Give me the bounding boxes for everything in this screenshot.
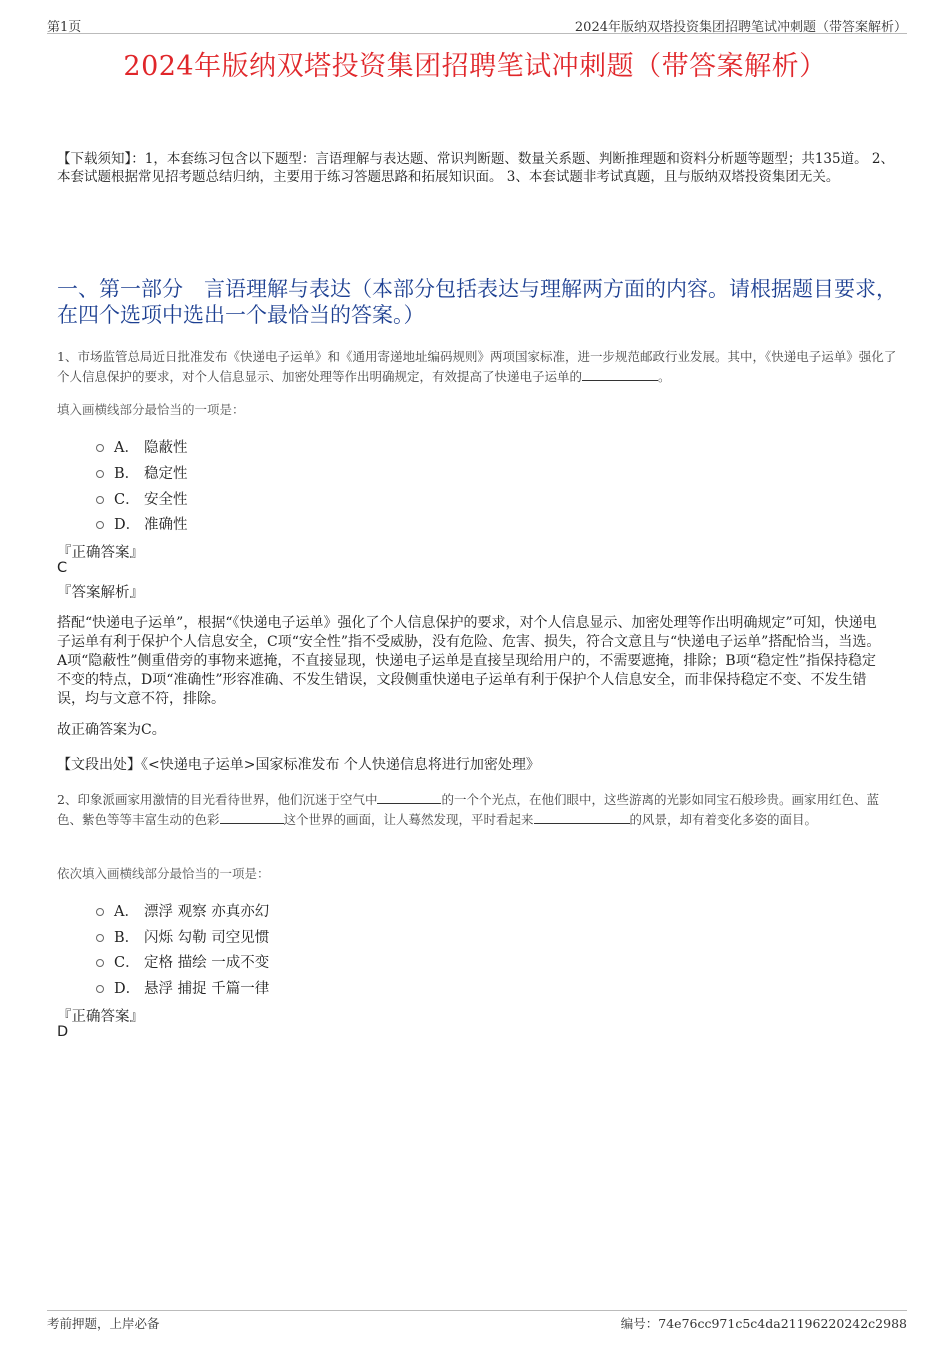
question-2-answer: D bbox=[57, 1024, 69, 1040]
question-2-blank-1 bbox=[377, 791, 441, 804]
question-1-text bbox=[57, 347, 902, 387]
radio-icon[interactable] bbox=[96, 444, 104, 452]
radio-icon[interactable] bbox=[96, 908, 104, 916]
option-text: 隐蔽性 bbox=[144, 440, 188, 456]
radio-icon[interactable] bbox=[96, 470, 104, 478]
option-letter: C． bbox=[114, 492, 140, 508]
question-2-option-b[interactable] bbox=[96, 926, 269, 947]
question-1-prompt: 填入画横线部分最恰当的一项是： bbox=[57, 402, 245, 417]
option-text: 准确性 bbox=[144, 517, 188, 533]
header-doc-title: 2024年版纳双塔投资集团招聘笔试冲刺题（带答案解析） bbox=[574, 20, 907, 35]
radio-icon[interactable] bbox=[96, 959, 104, 967]
radio-icon[interactable] bbox=[96, 496, 104, 504]
option-letter: A． bbox=[114, 904, 139, 920]
question-1-blank bbox=[582, 368, 658, 381]
question-2-text-part-a: 2、印象派画家用激情的目光看待世界，他们沉迷于空气中 bbox=[57, 792, 378, 807]
option-letter: D． bbox=[114, 517, 141, 533]
option-text: 漂浮 观察 亦真亦幻 bbox=[144, 904, 270, 920]
option-text: 安全性 bbox=[144, 492, 188, 508]
question-1-option-c[interactable] bbox=[96, 488, 188, 509]
radio-icon[interactable] bbox=[96, 521, 104, 529]
option-letter: D． bbox=[114, 981, 141, 997]
option-letter: A． bbox=[114, 440, 139, 456]
section-heading: 一、第一部分 言语理解与表达（本部分包括表达与理解两方面的内容。请根据题目要求，在四个选项中选出一个最恰当的答案。） bbox=[57, 277, 897, 327]
question-1-option-d[interactable] bbox=[96, 513, 188, 534]
question-2-option-d[interactable] bbox=[96, 977, 269, 998]
page-title: 2024年版纳双塔投资集团招聘笔试冲刺题（带答案解析） bbox=[123, 51, 827, 82]
option-letter: B． bbox=[114, 466, 140, 482]
question-2-prompt: 依次填入画横线部分最恰当的一项是： bbox=[57, 866, 270, 881]
question-2-blank-2 bbox=[220, 811, 284, 824]
question-2-text-part-b: 的一个个光点，在他们眼中，这些游离的光影如同宝石般珍贵。画家用红色、蓝色、紫色等等丰富生动的色彩 bbox=[57, 792, 879, 827]
question-2-option-c[interactable] bbox=[96, 951, 269, 972]
option-text: 稳定性 bbox=[144, 466, 188, 482]
option-text: 悬浮 捕捉 千篇一律 bbox=[144, 981, 270, 997]
question-1-answer-label: 『正确答案』 bbox=[57, 545, 144, 561]
question-1-answer: C bbox=[57, 560, 68, 576]
question-1-conclusion: 故正确答案为C。 bbox=[57, 722, 166, 738]
question-1-text-part-a: 1、市场监管总局近日批准发布《快递电子运单》和《通用寄递地址编码规则》两项国家标准，进一步规范邮政行业发展。其中，《快递电子运单》强化了个人信息保护的要求，对个人信息显示、加密处理等作出明确规定，有效提高了快递电子运单的 bbox=[57, 349, 897, 384]
question-2-text-part-d: 的风景，却有着变化多姿的面目。 bbox=[629, 812, 818, 827]
question-2-answer-label: 『正确答案』 bbox=[57, 1009, 144, 1025]
question-1-source: 【文段出处】《<快递电子运单>国家标准发布 个人快递信息将进行加密处理》 bbox=[57, 757, 540, 773]
question-1-option-a[interactable] bbox=[96, 436, 188, 457]
question-2-text-part-c: 这个世界的画面，让人蓦然发现，平时看起来 bbox=[283, 812, 534, 827]
footer-serial-number: 编号：74e76cc971c5c4da21196220242c2988 bbox=[620, 1316, 907, 1331]
question-1-text-part-b: 。 bbox=[658, 369, 671, 384]
radio-icon[interactable] bbox=[96, 985, 104, 993]
option-letter: B． bbox=[114, 930, 140, 946]
header-page-number: 第1页 bbox=[47, 20, 82, 35]
header-divider bbox=[47, 33, 907, 34]
question-1-analysis-label: 『答案解析』 bbox=[57, 585, 144, 601]
question-1-analysis: 搭配“快递电子运单”，根据“《快递电子运单》强化了个人信息保护的要求，对个人信息显示、加密处理等作出明确规定”可知，快递电子运单有利于保护个人信息安全，C项“安全性”指不受威胁，没有危险、危害、损失，符合文意且与“快递电子运单”搭配恰当，当选。A项“隐蔽性”侧重借旁的事物来遮掩，不直接显现，快递电子运单是直接呈现给用户的，不需要遮掩，排除；B项“稳定性”指保持稳定不变的特点，D项“准确性”形容准确、不发生错误，文段侧重快递电子运单有利于保护个人信息安全，而非保持稳定不变、不发生错误，均与文意不符，排除。 bbox=[57, 615, 881, 707]
footer-divider bbox=[47, 1310, 907, 1311]
question-1-option-b[interactable] bbox=[96, 462, 188, 483]
question-2-option-a[interactable] bbox=[96, 900, 269, 921]
radio-icon[interactable] bbox=[96, 934, 104, 942]
footer-slogan: 考前押题，上岸必备 bbox=[47, 1316, 160, 1331]
question-2-blank-3 bbox=[534, 811, 630, 824]
option-text: 闪烁 勾勒 司空见惯 bbox=[144, 930, 270, 946]
option-text: 定格 描绘 一成不变 bbox=[144, 955, 270, 971]
download-notice: 【下载须知】：1，本套练习包含以下题型：言语理解与表达题、常识判断题、数量关系题、判断推理题和资料分析题等题型；共135道。 2、本套试题根据常见招考题总结归纳，主要用于练习答题思路和拓展知识面。 3、本套试题非考试真题，且与版纳双塔投资集团无关。 bbox=[57, 151, 894, 185]
question-2-text bbox=[57, 790, 902, 830]
option-letter: C． bbox=[114, 955, 140, 971]
